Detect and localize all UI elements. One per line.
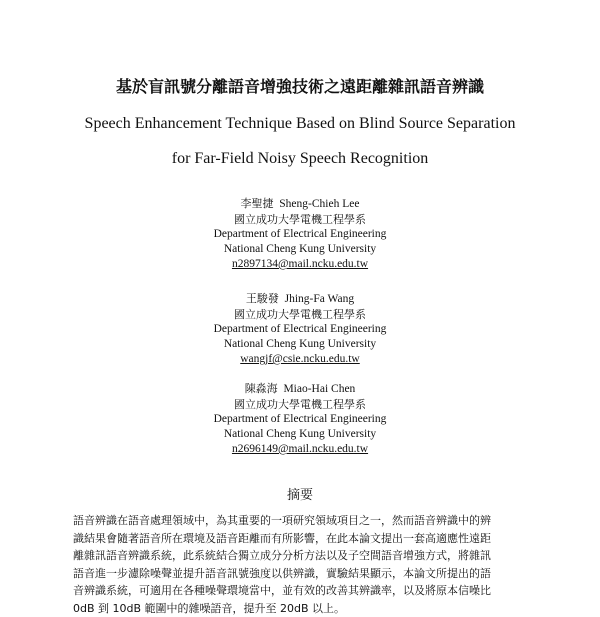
author-affiliation-zh: 國立成功大學電機工程學系 xyxy=(0,212,600,227)
author-university: National Cheng Kung University xyxy=(0,242,600,257)
author-email-link[interactable]: n2696149@mail.ncku.edu.tw xyxy=(0,442,600,457)
author-email-link[interactable]: wangjf@csie.ncku.edu.tw xyxy=(0,352,600,367)
author-name-zh: 陳淼海 xyxy=(245,382,278,395)
abstract-body xyxy=(73,512,543,617)
author-name-en: Jhing-Fa Wang xyxy=(285,293,354,305)
author-affiliation-zh: 國立成功大學電機工程學系 xyxy=(0,307,600,322)
author-department: Department of Electrical Engineering xyxy=(0,412,600,427)
author-name-zh: 王駿發 xyxy=(246,292,279,305)
abstract-line: 語音進一步濾除噪聲並提升語音訊號強度以供辨識，實驗結果顯示，本論文所提出的語 xyxy=(73,565,543,583)
author-name-line xyxy=(0,291,600,307)
author-affiliation-zh: 國立成功大學電機工程學系 xyxy=(0,397,600,412)
author-block-3 xyxy=(0,381,600,457)
author-name-zh: 李聖捷 xyxy=(241,197,274,210)
title-english-line-2: for Far-Field Noisy Speech Recognition xyxy=(0,150,600,168)
author-university: National Cheng Kung University xyxy=(0,427,600,442)
abstract-line: 識結果會隨著語音所在環境及語音距離而有所影響，在此本論文提出一套高適應性遠距 xyxy=(73,530,543,548)
abstract-line: 音辨識系統，可適用在各種噪聲環境當中，並有效的改善其辨識率，以及將原本信噪比 xyxy=(73,582,543,600)
author-name-en: Sheng-Chieh Lee xyxy=(279,198,359,210)
title-chinese: 基於盲訊號分離語音增強技術之遠距離雜訊語音辨識 xyxy=(0,74,600,97)
author-university: National Cheng Kung University xyxy=(0,337,600,352)
author-name-en: Miao-Hai Chen xyxy=(283,383,355,395)
abstract-heading: 摘要 xyxy=(0,484,600,503)
author-department: Department of Electrical Engineering xyxy=(0,322,600,337)
author-email-link[interactable]: n2897134@mail.ncku.edu.tw xyxy=(0,257,600,272)
title-english-line-1: Speech Enhancement Technique Based on Blind Source Separation xyxy=(0,115,600,133)
author-department: Department of Electrical Engineering xyxy=(0,227,600,242)
author-name-line xyxy=(0,381,600,397)
author-name-line xyxy=(0,196,600,212)
author-block-2 xyxy=(0,291,600,367)
author-block-1 xyxy=(0,196,600,272)
abstract-line: 語音辨識在語音處理領域中，為其重要的一項研究領域項目之一，然而語音辨識中的辨 xyxy=(73,512,543,530)
abstract-line: 0dB 到 10dB 範圍中的雜噪語音，提升至 20dB 以上。 xyxy=(73,600,543,617)
abstract-line: 離雜訊語音辨識系統，此系統結合獨立成分分析方法以及子空間語音增強方式，將雜訊 xyxy=(73,547,543,565)
